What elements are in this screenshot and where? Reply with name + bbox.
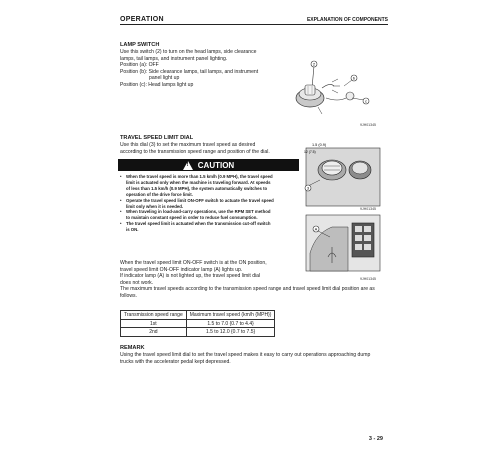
bullet-line: limit is actuated only when the machine is traveling forward. At speeds [126,179,271,185]
callout-A: A [314,226,318,232]
callout-c: c [365,98,367,104]
bullet-line: is ON. [126,227,139,233]
bullet-line: • When the travel speed is more than 1.5 km/h (0.9 MPH), the travel speed [126,174,273,179]
indicator-text [120,260,375,300]
table-cell: 1.5 to 7.0 {0.7 to 4.4} [186,319,275,328]
text-line: Position (a): OFF [120,62,159,69]
caution-bullets [120,174,300,233]
text-line: If indicator lamp (A) is not lighted up, the travel speed limit dial [120,273,261,280]
lamp-switch-figure [288,52,380,120]
text-line: panel light up [149,75,180,82]
table-header: Maximum travel speed (km/h {MPH}) [186,311,275,320]
table-cell: 1st [121,319,187,328]
travel-dial-heading: TRAVEL SPEED LIMIT DIAL [120,135,194,141]
remark-heading: REMARK [120,345,145,351]
caution-bullet [120,221,300,233]
table-header: Transmission speed range [121,311,187,320]
speed-table [120,310,275,337]
bullet-line: • When traveling in load-and-carry operations, use the RPM SET method [126,209,271,215]
section-title: OPERATION [120,16,164,23]
caution-title: CAUTION [197,160,235,170]
figure-code: 9JH01345 [360,123,376,127]
table-cell: 2nd [121,328,187,337]
table-header-row [121,311,275,320]
text-line: Use this dial (3) to set the maximum travel speed as desired [120,142,256,148]
text-line: travel speed limit ON-OFF indicator lamp (A) lights up. [120,266,243,273]
text-line: The maximum travel speeds according to the transmission speed range and travel speed limit dial position are as [120,286,375,293]
caution-bullet [120,209,300,221]
table-row [121,328,275,337]
page-number: 3 - 29 [368,436,383,442]
dial-figure [302,140,382,210]
dial-label-high: 12 (7.5) [304,150,316,154]
figure-code: 9JH01345 [360,277,376,281]
text-line: according to the transmission speed range and position of the dial. [120,148,270,155]
caution-bullet [120,198,300,210]
travel-dial-text [120,142,270,155]
subsection-title: EXPLANATION OF COMPONENTS [306,17,388,23]
bullet-line: of less than 1.5 km/h (0.9 MPH), the system automatically switches to [126,185,268,191]
warning-icon: ! [183,161,193,170]
lamp-switch-heading: LAMP SWITCH [120,42,160,48]
bullet-line: to maintain constant speed in order to reduce fuel consumption. [126,215,258,221]
text-line: Position (c): Head lamps light up [120,81,194,88]
callout-2: 2 [312,61,316,67]
text-line: lamps, tail lamps, and instrument panel lighting. [120,55,228,62]
text-line: Using the travel speed limit dial to set the travel speed makes it easy to carry out operations approaching dump [120,352,371,358]
text-line: When the travel speed limit ON-OFF switch is at the ON position, [120,260,267,266]
bullet-line: • Operate the travel speed limit ON-OFF switch to actuate the travel speed [126,197,274,203]
text-line: trucks with the accelerator pedal kept depressed. [120,358,231,365]
lamp-switch-text [120,49,258,89]
table-cell: 1.5 to 12.0 {0.7 to 7.5} [186,328,275,337]
header-rule [120,24,388,25]
callout-b: b [352,75,356,81]
text-line: Position (b): Side clearance lamps, tail lamps, and instrument [120,68,259,75]
text-line: Use this switch (2) to turn on the head lamps, side clearance [120,49,257,55]
bullet-line: operation of the drive force limit. [126,191,193,197]
bullet-line: • The travel speed limit is actuated when the transmission cut-off switch [126,221,271,227]
dial-label-low: 1.5 (0.9) [312,143,327,147]
remark-text [120,352,370,365]
table-row [121,319,275,328]
text-line: does not work. [120,279,154,286]
callout-3: 3 [306,185,310,191]
caution-banner [118,159,299,171]
caution-bullet [120,174,300,198]
bullet-line: limit only when it is needed. [126,203,184,209]
text-line: follows. [120,292,137,299]
figure-code: 9JH01345 [360,207,376,211]
